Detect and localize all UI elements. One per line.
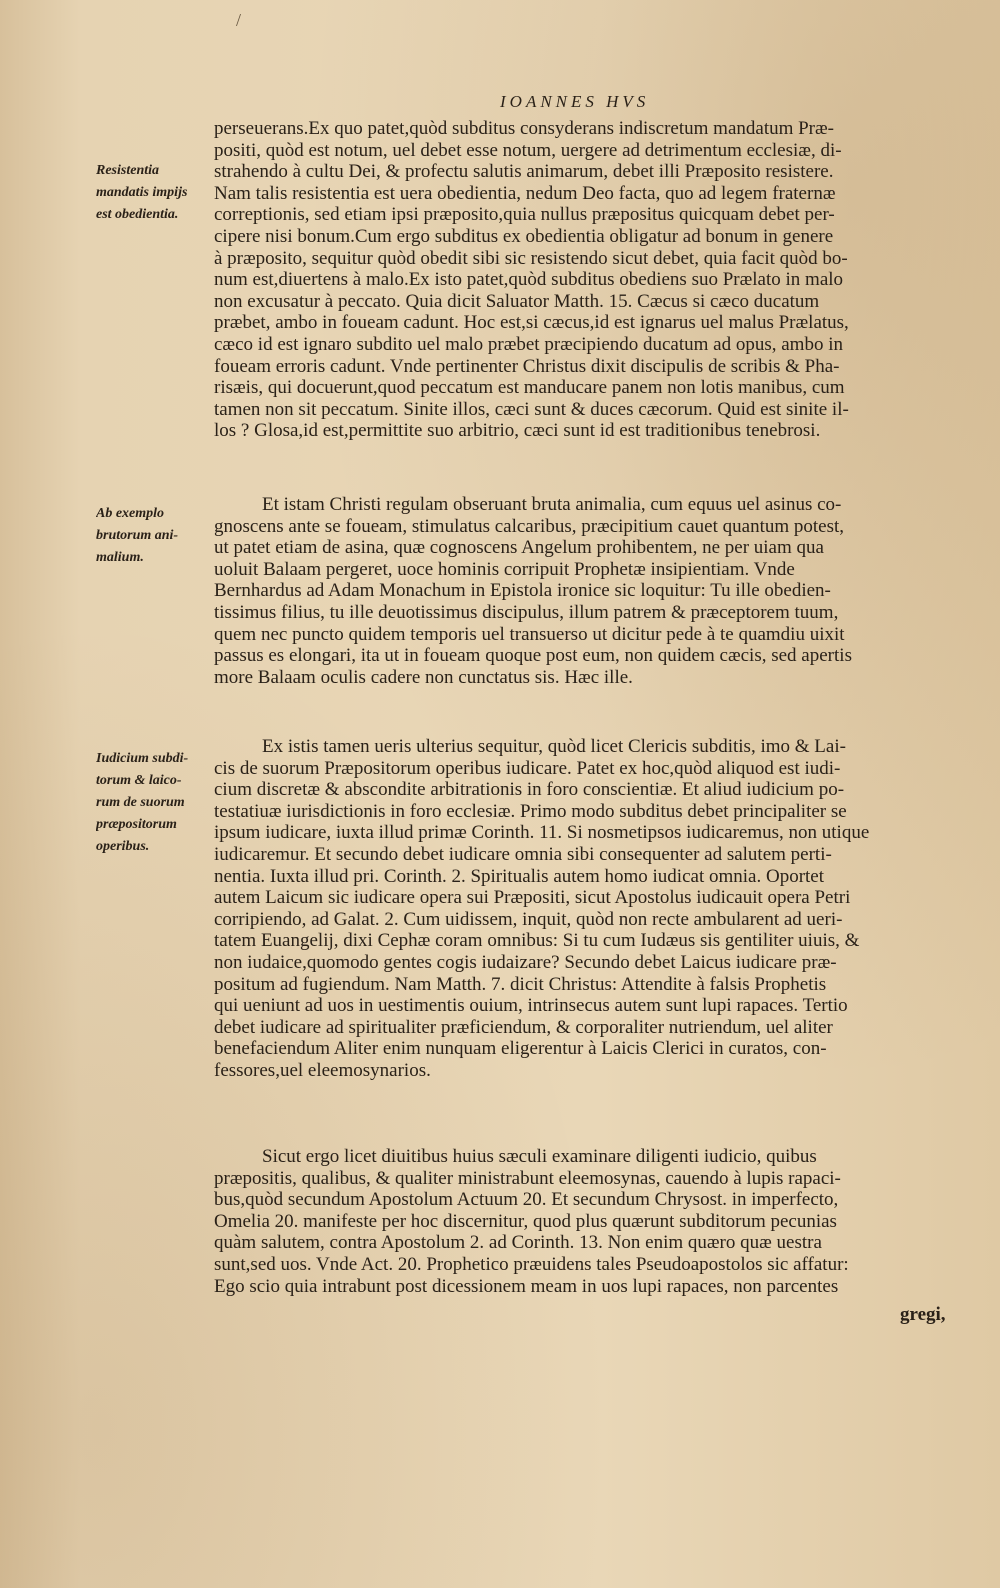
tick-mark: / [236, 10, 242, 30]
text-line: testatiuæ iurisdictionis in foro ecclesiæ. Primo modo subditus debet principaliter se [214, 800, 847, 822]
margin-note-ab-exemplo [96, 503, 214, 569]
text-line: quàm salutem, contra Apostolum 2. ad Corinth. 13. Non enim quæro quæ uestra [214, 1232, 822, 1254]
text-line: Omelia 20. manifeste per hoc discernitur, quod plus quærunt subditorum pecunias [214, 1210, 837, 1232]
text-line: bus,quòd secundum Apostolum Actuum 20. Et secundum Chrysost. in imperfecto, [214, 1189, 839, 1211]
margin-note-line: est obedientia. [96, 207, 179, 222]
running-title: IOANNES HVS [500, 92, 650, 111]
paragraph-1 [214, 118, 978, 442]
text-line: iudicaremur. Et secundo debet iudicare omnia sibi consequenter ad salutem perti- [214, 843, 832, 865]
text-line: Bernhardus ad Adam Monachum in Epistola ironice sic loquitur: Tu ille obedien- [214, 580, 831, 602]
text-line: num est,diuertens à malo.Ex isto patet,quòd subditus obediens suo Prælato in malo [214, 269, 844, 291]
text-line: los ? Glosa,id est,permittite suo arbitrio, cæci sunt id est traditionibus tenebrosi. [214, 420, 821, 442]
text-line: Et istam Christi regulam obseruant bruta animalia, cum equus uel asinus co- [262, 494, 842, 515]
text-line: risæis, qui docuerunt,quod peccatum est manducare panem non lotis manibus, cum [214, 377, 845, 399]
text-line: cis de suorum Præpositorum operibus iudicare. Patet ex hoc,quòd aliquod est iudi- [214, 757, 841, 779]
text-line: cipere nisi bonum.Cum ergo subditus ex obedientia obligatur ad bonum in genere [214, 225, 834, 247]
paragraph-3 [214, 736, 978, 1082]
text-line: Ex istis tamen ueris ulterius sequitur, quòd licet Clericis subditis, imo & Lai- [262, 736, 846, 757]
text-line: positum ad fugiendum. Nam Matth. 7. dicit Christus: Attendite à falsis Prophetis [214, 973, 827, 995]
text-line: debet iudicare ad spiritualiter præficiendum, & corporaliter nutriendum, uel aliter [214, 1016, 833, 1038]
margin-note-line: torum & laico- [96, 773, 182, 788]
text-line: ipsum iudicare, iuxta illud primæ Corinth. 11. Si nosmetipsos iudicaremus, non utique [214, 822, 870, 844]
margin-note-line: brutorum ani- [96, 528, 179, 543]
text-line: passus es elongari, ita ut in foueam quoque post eum, non quidem cæcis, sed apertis [214, 645, 852, 667]
margin-note-line: rum de suorum [96, 795, 185, 810]
text-line: tatem Euangelij, dixi Cephæ coram omnibus: Si tu cum Iudæus sis gentiliter uiuis, & [214, 930, 860, 952]
margin-note-line: malium. [96, 550, 144, 565]
text-line: more Balaam oculis cadere non cunctatus sis. Hæc ille. [214, 666, 633, 688]
text-line: tamen non sit peccatum. Sinite illos, cæci sunt & duces cæcorum. Quid est sinite il- [214, 398, 849, 420]
text-line: nentia. Iuxta illud pri. Corinth. 2. Spiritualis autem homo iudicat omnia. Oportet [214, 865, 825, 887]
text-line: cium discretæ & abscondite arbitrationis in foro conscientiæ. Et aliud iudicium po- [214, 779, 845, 801]
margin-note-line: Iudicium subdi- [96, 751, 189, 766]
text-line: autem Laicum sic iudicare opera sui Præpositi, sicut Apostolus iudicauit opera Petri [214, 887, 851, 909]
text-line: qui ueniunt ad uos in uestimentis ouium, intrinsecus autem sunt lupi rapaces. Tertio [214, 995, 848, 1017]
text-line: gnoscens ante se foueam, stimulatus calcaribus, præcipitium cauet quantum potest, [214, 515, 845, 537]
margin-note-line: mandatis impijs [96, 185, 188, 200]
text-line: perseuerans.Ex quo patet,quòd subditus consyderans indiscretum mandatum Præ- [214, 118, 835, 139]
text-line: Sicut ergo licet diuitibus huius sæculi examinare diligenti iudicio, quibus [262, 1146, 817, 1167]
paragraph-4 [214, 1146, 978, 1297]
margin-note-iudicium [96, 748, 214, 858]
text-line: tissimus filius, tu ille deuotissimus discipulus, illum patrem & præceptorem tuum, [214, 601, 839, 623]
text-line: fessores,uel eleemosynarios. [214, 1059, 431, 1081]
text-line: non iudaice,quomodo gentes cogis iudaizare? Secundo debet Laicus iudicare præ- [214, 951, 837, 973]
margin-note-line: præpositorum [96, 817, 177, 832]
text-line: cæco id est ignaro subdito uel malo præbet præcipiendo ducatum ad opus, ambo in [214, 333, 843, 355]
text-line: corripiendo, ad Galat. 2. Cum uidissem, inquit, quòd non recte ambularent ad ueri- [214, 908, 843, 930]
text-line: foueam erroris cadunt. Vnde pertinenter Christus dixit discipulis de scribis & Pha- [214, 355, 840, 377]
text-line: ut patet etiam de asina, quæ cognoscens Angelum prohibentem, ne per uiam qua [214, 537, 824, 559]
margin-note-line: Resistentia [96, 163, 160, 178]
margin-note-resistentia [96, 160, 214, 226]
text-line: strahendo à cultu Dei, & profectu salutis animarum, debet illi Præposito resistere. [214, 161, 834, 183]
text-line: correptionis, sed etiam ipsi præposito,quia nullus præpositus quicquam debet per- [214, 204, 835, 226]
text-line: positi, quòd est notum, uel debet esse notum, uergere ad detrimentum ecclesiæ, di- [214, 139, 842, 161]
text-line: præpositis, qualibus, & qualiter ministrabunt eleemosynas, cauendo à lupis rapaci- [214, 1167, 841, 1189]
text-line: à præposito, sequitur quòd obedit sibi sic resistendo sicut debet, quia facit quòd bo- [214, 247, 848, 269]
text-line: Ego scio quia intrabunt post dicessionem meam in uos lupi rapaces, non parcentes [214, 1275, 839, 1297]
paragraph-2 [214, 494, 978, 688]
text-line: uoluit Balaam pergeret, uoce hominis corripuit Prophetæ insipientiam. Vnde [214, 558, 795, 580]
text-line: benefaciendum Aliter enim nunquam eligerentur à Laicis Clerici in curatos, con- [214, 1038, 827, 1060]
margin-note-line: Ab exemplo [96, 506, 165, 521]
catchword: gregi, [900, 1304, 946, 1325]
text-line: sunt,sed uos. Vnde Act. 20. Prophetico præuidens tales Pseudoapostolos sic affatur: [214, 1253, 849, 1275]
text-line: non excusatur à peccato. Quia dicit Saluator Matth. 15. Cæcus si cæco ducatum [214, 290, 820, 312]
margin-note-line: operibus. [96, 839, 150, 854]
text-line: quem nec puncto quidem temporis uel transuerso ut dicitur pede à te quamdiu uixit [214, 623, 845, 645]
text-line: præbet, ambo in foueam cadunt. Hoc est,si cæcus,id est ignarus uel malus Prælatus, [214, 312, 849, 334]
text-line: Nam talis resistentia est uera obedientia, nedum Deo facta, quo ad legem fraternæ [214, 182, 836, 204]
